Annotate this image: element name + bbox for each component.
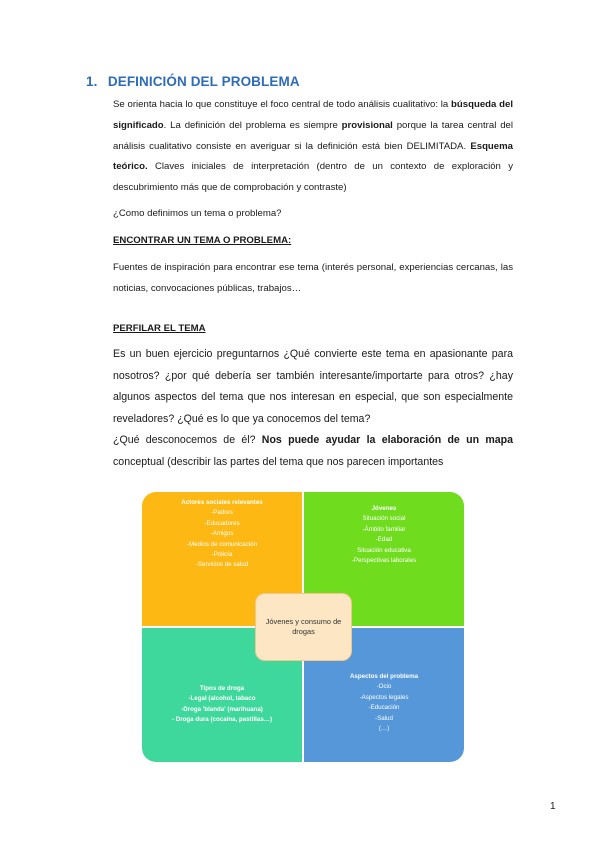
- intro-bold-2: provisional: [341, 119, 393, 131]
- quadrant-item: Situación educativa: [357, 546, 411, 554]
- intro-text-2: . La definición del problema es siempre: [163, 119, 342, 131]
- section-heading: [86, 74, 300, 89]
- quadrant-item: -Perspectivas laborales: [351, 557, 417, 565]
- intro-bold-3: Esquema teórico.: [113, 140, 513, 173]
- quadrant-item: -Ocio: [376, 683, 392, 691]
- center-topic-box: Jóvenes y consumo de drogas: [255, 593, 352, 661]
- quadrant-item: -Droga 'blanda' (marihuana): [181, 705, 263, 713]
- intro-paragraph: [113, 95, 513, 199]
- quadrant-item: -Padres: [211, 509, 233, 517]
- section2-text-3: conceptual (describir las partes del tema que nos parecen importantes: [113, 455, 444, 468]
- quadrant-item: Situación social: [362, 515, 406, 523]
- quadrant-title: Aspectos del problema: [349, 673, 419, 680]
- intro-text-1: Se orienta hacia lo que constituye el foco central de todo análisis cualitativo: la: [113, 99, 452, 110]
- quadrant-item: -Servicios de salud: [195, 561, 249, 569]
- intro-text-4: Claves iniciales de interpretación (dentro de un contexto de exploración y descubrimiento más que de comprobación y contraste): [113, 161, 513, 194]
- quadrant-item: - Droga dura (cocaína, pastillas…): [171, 716, 273, 724]
- quadrant-item: -Edad: [375, 536, 393, 544]
- quadrant-item: -Educación: [368, 704, 400, 712]
- quadrant-item: -Educadores: [204, 519, 240, 527]
- heading-title: DEFINICIÓN DEL PROBLEMA: [107, 74, 300, 89]
- quadrant-item: -Ámbito familiar: [362, 525, 406, 533]
- quadrant-item: -Salud: [375, 714, 393, 722]
- page-number: 1: [550, 801, 556, 812]
- intro-text-3: porque la tarea central del análisis cualitativo consiste en averiguar si la definición está bien DELIMITADA.: [113, 119, 513, 152]
- quadrant-item: -Policía: [211, 551, 233, 559]
- section1-text: Fuentes de inspiración para encontrar ese tema (interés personal, experiencias cercanas, las noticias, convocaciones públicas, trabajos…: [113, 262, 513, 294]
- concept-map: [142, 492, 464, 762]
- section1-title: ENCONTRAR UN TEMA O PROBLEMA:: [113, 235, 292, 246]
- quadrant-item: (…): [378, 725, 390, 733]
- intro-bold-1: búsqueda del significado: [113, 99, 513, 131]
- quadrant-title: Actores sociales relevantes: [181, 499, 263, 506]
- quadrant-title: Jóvenes: [371, 505, 397, 512]
- question-line: ¿Como definimos un tema o problema?: [113, 208, 282, 219]
- quadrant-item: -Amigos: [210, 530, 234, 538]
- section2-text-1: Es un buen ejercicio preguntarnos ¿Qué convierte este tema en apasionante para nosotros? ¿por qué debería ser también interesante/importarte para otros? ¿hay algunos aspectos del tema que nos interesan en especial, que son especialmente reveladores? ¿Qué es lo que ya conocemos del tema?: [113, 348, 513, 425]
- section2-title: PERFILAR EL TEMA: [113, 323, 206, 334]
- quadrant-item: -Legal (alcohol, tabaco: [188, 695, 256, 703]
- section2-text-2: ¿Qué desconocemos de él?: [113, 434, 262, 447]
- quadrant-item: -Aspectos legales: [359, 693, 409, 701]
- quadrant-title: Tipos de droga: [199, 685, 245, 692]
- section2-paragraph: [113, 344, 513, 474]
- quadrant-item: -Medios de comunicación: [186, 540, 258, 548]
- heading-number: 1.: [86, 74, 98, 89]
- section2-bold-1: Nos puede ayudar la elaboración de un mapa: [261, 434, 513, 447]
